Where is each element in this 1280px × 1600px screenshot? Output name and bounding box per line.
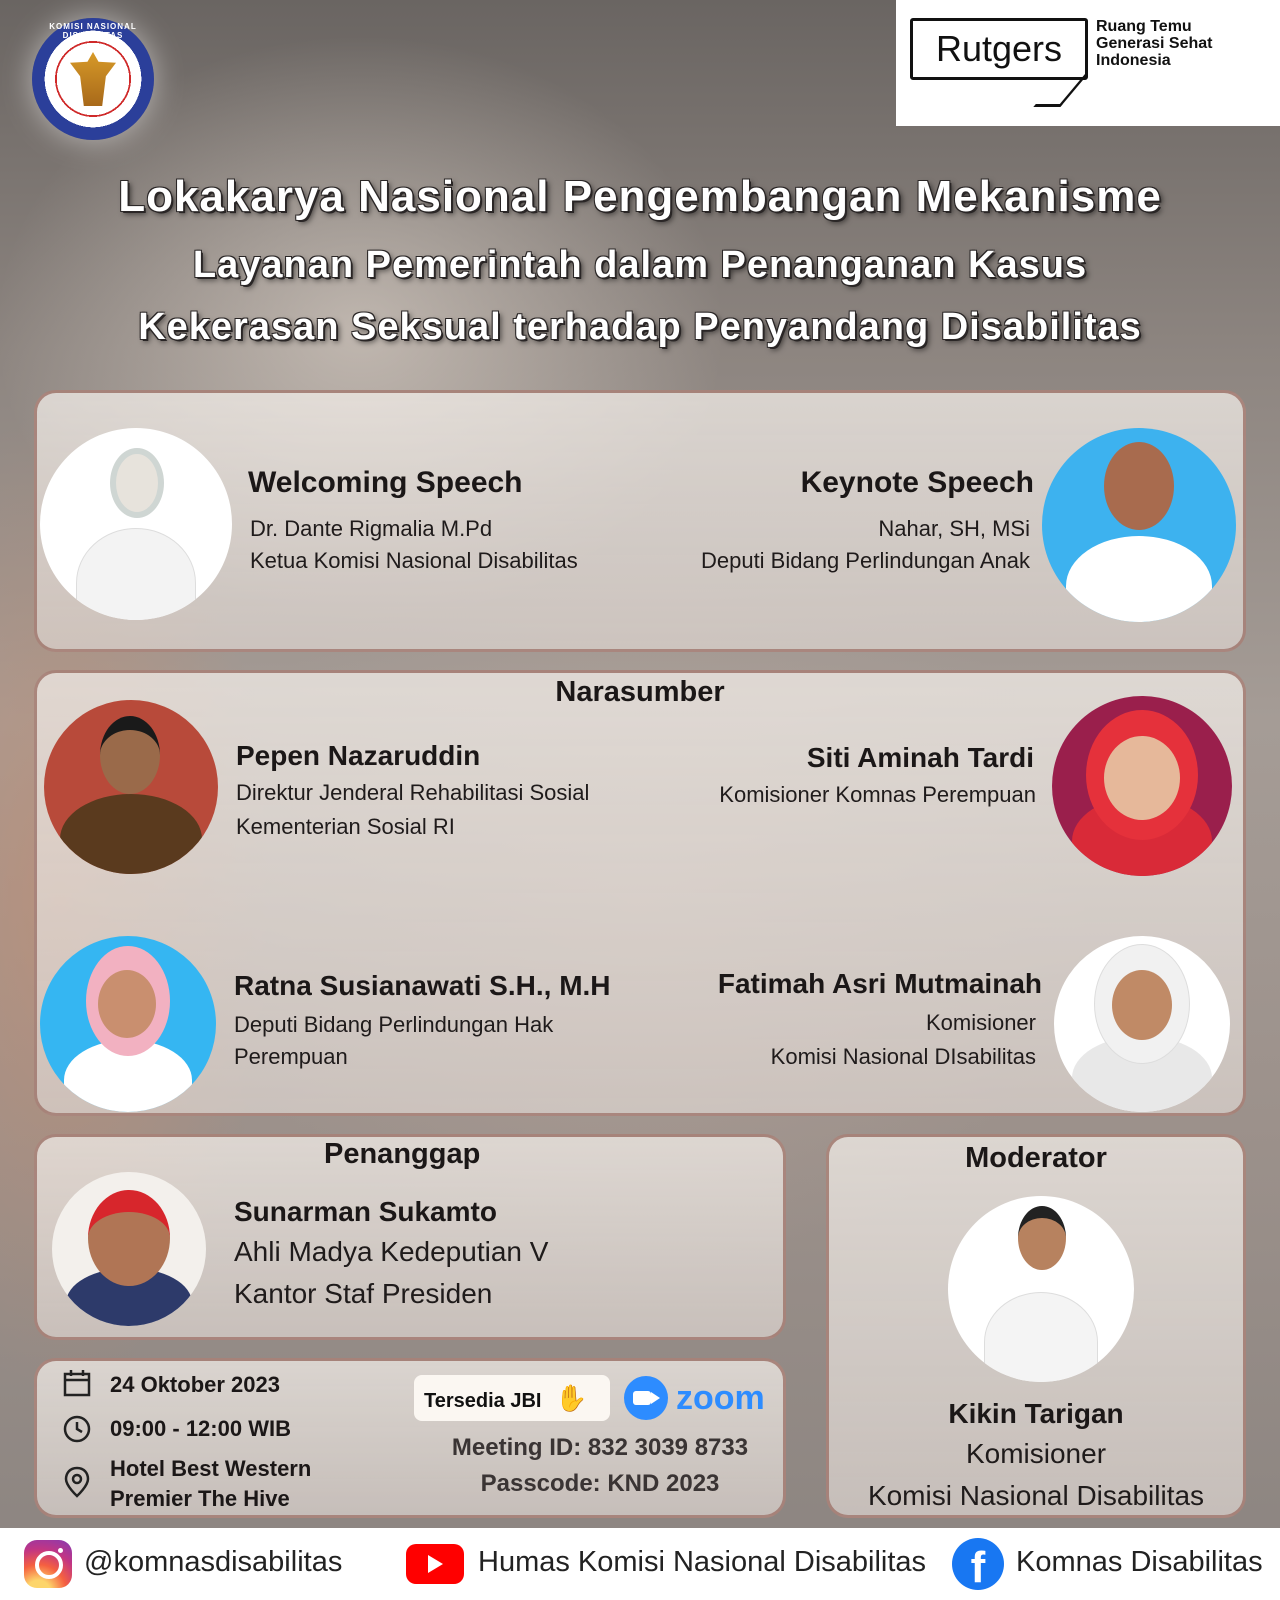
speaker-siti-name: Siti Aminah Tardi <box>806 742 1034 773</box>
moderator-role: Komisioner <box>965 1438 1107 1469</box>
speaker-pepen-org: Kementerian Sosial RI <box>236 814 455 839</box>
zoom-camera-icon <box>624 1376 668 1420</box>
penanggap-name: Sunarman Sukamto <box>234 1196 497 1227</box>
penanggap-photo <box>52 1172 206 1326</box>
youtube-channel[interactable]: Humas Komisi Nasional Disabilitas <box>478 1546 927 1578</box>
speaker-siti-photo <box>1052 696 1232 876</box>
speaker-fatimah-role: Komisioner <box>925 1010 1036 1035</box>
welcoming-speech-heading: Welcoming Speech <box>248 466 523 499</box>
youtube-icon[interactable] <box>406 1544 464 1584</box>
meeting-passcode: Passcode: KND 2023 <box>480 1470 720 1497</box>
welcoming-speaker-role: Ketua Komisi Nasional Disabilitas <box>250 548 578 573</box>
jbi-label: Tersedia JBI <box>424 1390 542 1412</box>
event-title-line-3: Kekerasan Seksual terhadap Penyandang Disabilitas <box>138 306 1142 348</box>
social-footer <box>0 1528 1280 1600</box>
penanggap-org: Kantor Staf Presiden <box>234 1278 493 1309</box>
penanggap-heading: Penanggap <box>324 1138 481 1170</box>
speaker-ratna-role: Deputi Bidang Perlindungan Hak <box>234 1012 554 1037</box>
moderator-org: Komisi Nasional Disabilitas <box>867 1480 1205 1511</box>
speaker-fatimah-name: Fatimah Asri Mutmainah <box>717 968 1042 999</box>
speaker-siti-role: Komisioner Komnas Perempuan <box>719 782 1036 807</box>
event-venue-line-1: Hotel Best Western <box>110 1456 312 1481</box>
location-pin-icon <box>62 1466 92 1496</box>
speaker-fatimah-org: Komisi Nasional DIsabilitas <box>770 1044 1036 1069</box>
speaker-pepen-name: Pepen Nazaruddin <box>236 740 481 771</box>
penanggap-role: Ahli Madya Kedeputian V <box>234 1236 549 1267</box>
rutgers-tagline-line: Indonesia <box>1096 52 1171 69</box>
event-date: 24 Oktober 2023 <box>110 1372 280 1397</box>
narasumber-heading: Narasumber <box>555 676 725 708</box>
event-title-line-2: Layanan Pemerintah dalam Penanganan Kasus <box>192 244 1088 286</box>
speaker-ratna-name: Ratna Susianawati S.H., M.H <box>234 970 611 1001</box>
moderator-name: Kikin Tarigan <box>948 1398 1124 1429</box>
speaker-ratna-photo <box>40 936 216 1112</box>
komnas-logo-rim-text: KOMISI NASIONAL DISABILITAS <box>49 22 137 40</box>
event-venue-line-2: Premier The Hive <box>110 1486 290 1511</box>
clock-icon <box>62 1414 92 1444</box>
rutgers-tagline <box>1096 18 1276 69</box>
rutgers-tagline-line: Generasi Sehat <box>1096 35 1213 52</box>
welcoming-speaker-photo <box>40 428 232 620</box>
facebook-icon[interactable]: f <box>952 1538 1004 1590</box>
garuda-emblem-icon <box>70 52 116 106</box>
instagram-handle[interactable]: @komnasdisabilitas <box>84 1546 343 1578</box>
speaker-fatimah-photo <box>1054 936 1230 1112</box>
keynote-speech-heading: Keynote Speech <box>800 466 1034 499</box>
keynote-speaker-name: Nahar, SH, MSi <box>878 516 1030 541</box>
komnas-disabilitas-logo <box>32 18 154 140</box>
speaker-pepen-photo <box>44 700 218 874</box>
event-time: 09:00 - 12:00 WIB <box>110 1416 291 1441</box>
keynote-speaker-photo <box>1042 428 1236 622</box>
moderator-photo <box>948 1196 1134 1382</box>
speaker-pepen-role: Direktur Jenderal Rehabilitasi Sosial <box>236 780 590 805</box>
meeting-id: Meeting ID: 832 3039 8733 <box>451 1434 749 1461</box>
speaker-ratna-org: Perempuan <box>234 1044 348 1069</box>
facebook-page[interactable]: Komnas Disabilitas <box>1016 1546 1263 1578</box>
calendar-icon <box>62 1368 92 1398</box>
rutgers-logo: Rutgers <box>910 18 1088 80</box>
moderator-heading: Moderator <box>965 1142 1107 1174</box>
jbi-badge <box>414 1375 610 1421</box>
keynote-speaker-role: Deputi Bidang Perlindungan Anak <box>700 548 1030 573</box>
event-title-line-1: Lokakarya Nasional Pengembangan Mekanisme <box>118 172 1162 221</box>
rutgers-tagline-line: Ruang Temu <box>1096 18 1192 35</box>
zoom-logo <box>624 1374 768 1422</box>
instagram-icon[interactable] <box>24 1540 72 1588</box>
welcoming-speaker-name: Dr. Dante Rigmalia M.Pd <box>250 516 493 541</box>
sign-language-icon: ✋ <box>555 1383 588 1413</box>
zoom-label: zoom <box>676 1379 765 1417</box>
rutgers-logo-box <box>896 0 1280 126</box>
